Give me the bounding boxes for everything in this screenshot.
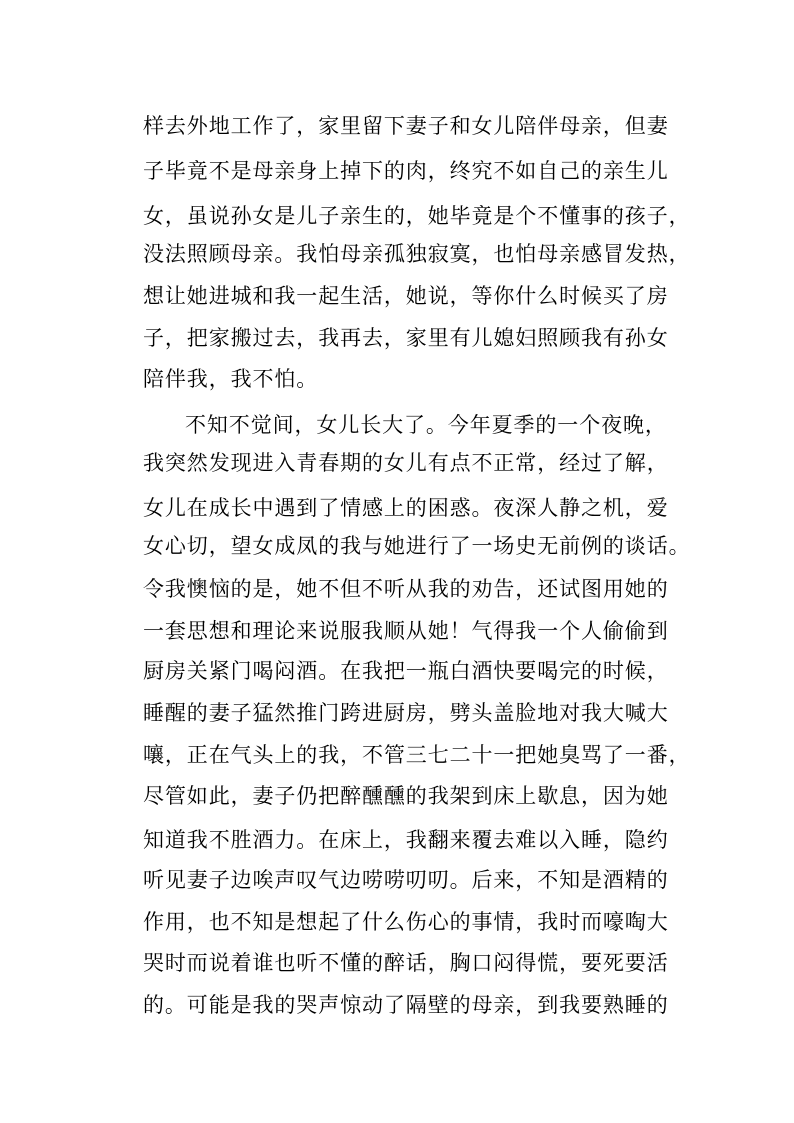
text-line-3: 女，虽说孙女是儿子亲生的，她毕竟是个不懂事的孩子， <box>143 204 691 228</box>
text-line-9: 我突然发现进入青春期的女儿有点不正常，经过了解， <box>143 451 669 475</box>
text-line-20: 作用，也不知是想起了什么伤心的事情，我时而嚎啕大 <box>143 910 669 934</box>
text-line-5: 想让她进城和我一起生活，她说，等你什么时候买了房 <box>143 284 669 308</box>
text-line-4: 没法照顾母亲。我怕母亲孤独寂寞，也怕母亲感冒发热， <box>143 242 691 266</box>
text-line-1: 样去外地工作了，家里留下妻子和女儿陪伴母亲，但妻 <box>143 114 669 138</box>
text-line-22: 的。可能是我的哭声惊动了隔壁的母亲，到我要熟睡的 <box>143 993 669 1017</box>
text-line-6: 子，把家搬过去，我再去，家里有儿媳妇照顾我有孙女 <box>143 326 669 350</box>
text-line-13: 一套思想和理论来说服我顺从她！气得我一个人偷偷到 <box>143 619 669 643</box>
text-line-8-paragraph-start: 不知不觉间，女儿长大了。今年夏季的一个夜晚， <box>185 413 667 437</box>
text-line-16: 嚷，正在气头上的我，不管三七二十一把她臭骂了一番， <box>143 743 691 767</box>
text-line-2: 子毕竟不是母亲身上掉下的肉，终究不如自己的亲生儿 <box>143 159 669 183</box>
text-line-12: 令我懊恼的是，她不但不听从我的劝告，还试图用她的 <box>143 577 669 601</box>
text-line-10: 女儿在成长中遇到了情感上的困惑。夜深人静之机，爱 <box>143 496 669 520</box>
text-line-18: 知道我不胜酒力。在床上，我翻来覆去难以入睡，隐约 <box>143 828 669 852</box>
text-line-17: 尽管如此，妻子仍把醉醺醺的我架到床上歇息，因为她 <box>143 784 669 808</box>
text-line-21: 哭时而说着谁也听不懂的醉话，胸口闷得慌，要死要活 <box>143 951 669 975</box>
text-line-15: 睡醒的妻子猛然推门跨进厨房，劈头盖脸地对我大喊大 <box>143 701 669 725</box>
text-line-19: 听见妻子边唉声叹气边唠唠叨叨。后来，不知是酒精的 <box>143 868 669 892</box>
text-line-14: 厨房关紧门喝闷酒。在我把一瓶白酒快要喝完的时候， <box>143 659 669 683</box>
text-line-7: 陪伴我，我不怕。 <box>143 367 319 391</box>
text-line-11: 女心切，望女成凤的我与她进行了一场史无前例的谈话。 <box>143 534 691 558</box>
